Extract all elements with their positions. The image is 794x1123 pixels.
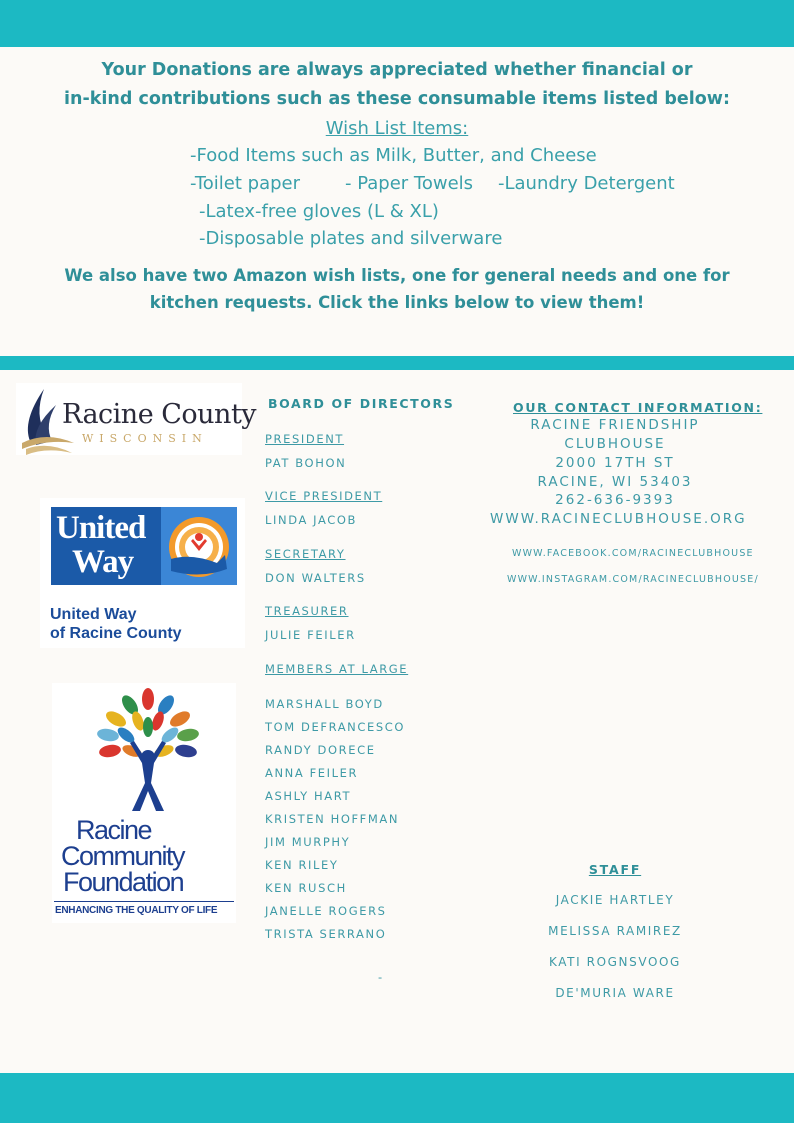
- treasurer-name: JULIE FEILER: [265, 628, 356, 642]
- donations-line-1: Your Donations are always appreciated whether financial or: [101, 60, 693, 80]
- secretary-name: DON WALTERS: [265, 571, 366, 585]
- contact-website-link[interactable]: WWW.RACINECLUBHOUSE.ORG: [490, 511, 747, 527]
- board-member: TOM DEFRANCESCO: [265, 720, 406, 734]
- staff-member: JACKIE HARTLEY: [555, 893, 675, 907]
- board-member: JIM MURPHY: [265, 835, 351, 849]
- contact-name-line-2: CLUBHOUSE: [564, 436, 666, 452]
- donations-line-2: in-kind contributions such as these consumable items listed below:: [64, 89, 730, 109]
- contact-title: OUR CONTACT INFORMATION:: [513, 400, 763, 415]
- staff-member: MELISSA RAMIREZ: [548, 924, 682, 938]
- secretary-label: SECRETARY: [265, 547, 346, 561]
- bottom-banner: [0, 1073, 794, 1123]
- staff-member: DE'MURIA WARE: [555, 986, 675, 1000]
- board-title: BOARD OF DIRECTORS: [268, 396, 455, 411]
- staff-member: KATI ROGNSVOOG: [549, 955, 681, 969]
- contact-address-2: RACINE, WI 53403: [537, 474, 693, 490]
- board-member: ASHLY HART: [265, 789, 352, 803]
- board-member: MARSHALL BOYD: [265, 697, 384, 711]
- contact-address-1: 2000 17TH ST: [555, 455, 675, 471]
- wish-item-laundry: -Laundry Detergent: [498, 173, 675, 194]
- contact-phone: 262-636-9393: [555, 492, 675, 508]
- board-member: ANNA FEILER: [265, 766, 359, 780]
- vice-president-name: LINDA JACOB: [265, 513, 358, 527]
- wish-item-food: -Food Items such as Milk, Butter, and Cheese: [190, 145, 597, 166]
- board-member: JANELLE ROGERS: [265, 904, 387, 918]
- tree-figure-icon: [52, 683, 236, 813]
- foundation-rule: [54, 901, 234, 902]
- wish-item-plates: -Disposable plates and silverware: [199, 228, 503, 249]
- united-way-caption-2: of Racine County: [50, 625, 182, 642]
- foundation-tagline: ENHANCING THE QUALITY OF LIFE: [55, 905, 218, 916]
- instagram-link[interactable]: WWW.INSTAGRAM.COM/RACINECLUBHOUSE/: [507, 574, 759, 585]
- wish-list-title: Wish List Items:: [325, 118, 469, 139]
- united-way-word-way: Way: [72, 544, 134, 580]
- wish-item-paper-towels: - Paper Towels: [345, 173, 474, 194]
- board-member: KRISTEN HOFFMAN: [265, 812, 400, 826]
- racine-county-logo: [16, 383, 257, 455]
- united-way-wordmark-box: [51, 507, 161, 585]
- vice-president-label: VICE PRESIDENT: [265, 489, 383, 503]
- board-member: TRISTA SERRANO: [265, 927, 387, 941]
- staff-title: STAFF: [588, 862, 642, 877]
- amazon-line-1: We also have two Amazon wish lists, one for general needs and one for: [64, 266, 730, 285]
- contact-name-line-1: RACINE FRIENDSHIP: [530, 417, 700, 433]
- united-way-word-united: United: [56, 510, 146, 546]
- foundation-word-community: Community: [61, 841, 185, 871]
- top-banner: [0, 0, 794, 47]
- united-way-logo: [40, 498, 245, 648]
- united-way-hand-icon: [161, 507, 237, 585]
- wish-item-toilet-paper: -Toilet paper: [190, 173, 301, 194]
- united-way-emblem-box: [161, 507, 237, 585]
- wish-item-gloves: -Latex-free gloves (L & XL): [199, 201, 439, 222]
- treasurer-label: TREASURER: [265, 604, 349, 618]
- president-name: PAT BOHON: [265, 456, 347, 470]
- racine-county-state: WISCONSIN: [82, 432, 208, 445]
- foundation-word-foundation: Foundation: [63, 867, 184, 897]
- amazon-line-2: kitchen requests. Click the links below to view them!: [149, 293, 645, 312]
- board-member: KEN RILEY: [265, 858, 339, 872]
- foundation-word-racine: Racine: [76, 815, 152, 845]
- members-at-large-label: MEMBERS AT LARGE: [265, 662, 409, 676]
- wish-list-heading: [0, 118, 794, 139]
- racine-county-name: Racine County: [62, 399, 257, 430]
- divider-band: [0, 356, 794, 370]
- board-member: RANDY DORECE: [265, 743, 376, 757]
- united-way-caption-1: United Way: [50, 606, 137, 623]
- dash-mark: -: [378, 970, 384, 984]
- racine-community-foundation-logo: [52, 683, 236, 923]
- president-label: PRESIDENT: [265, 432, 345, 446]
- board-member: KEN RUSCH: [265, 881, 347, 895]
- facebook-link[interactable]: WWW.FACEBOOK.COM/RACINECLUBHOUSE: [512, 548, 754, 559]
